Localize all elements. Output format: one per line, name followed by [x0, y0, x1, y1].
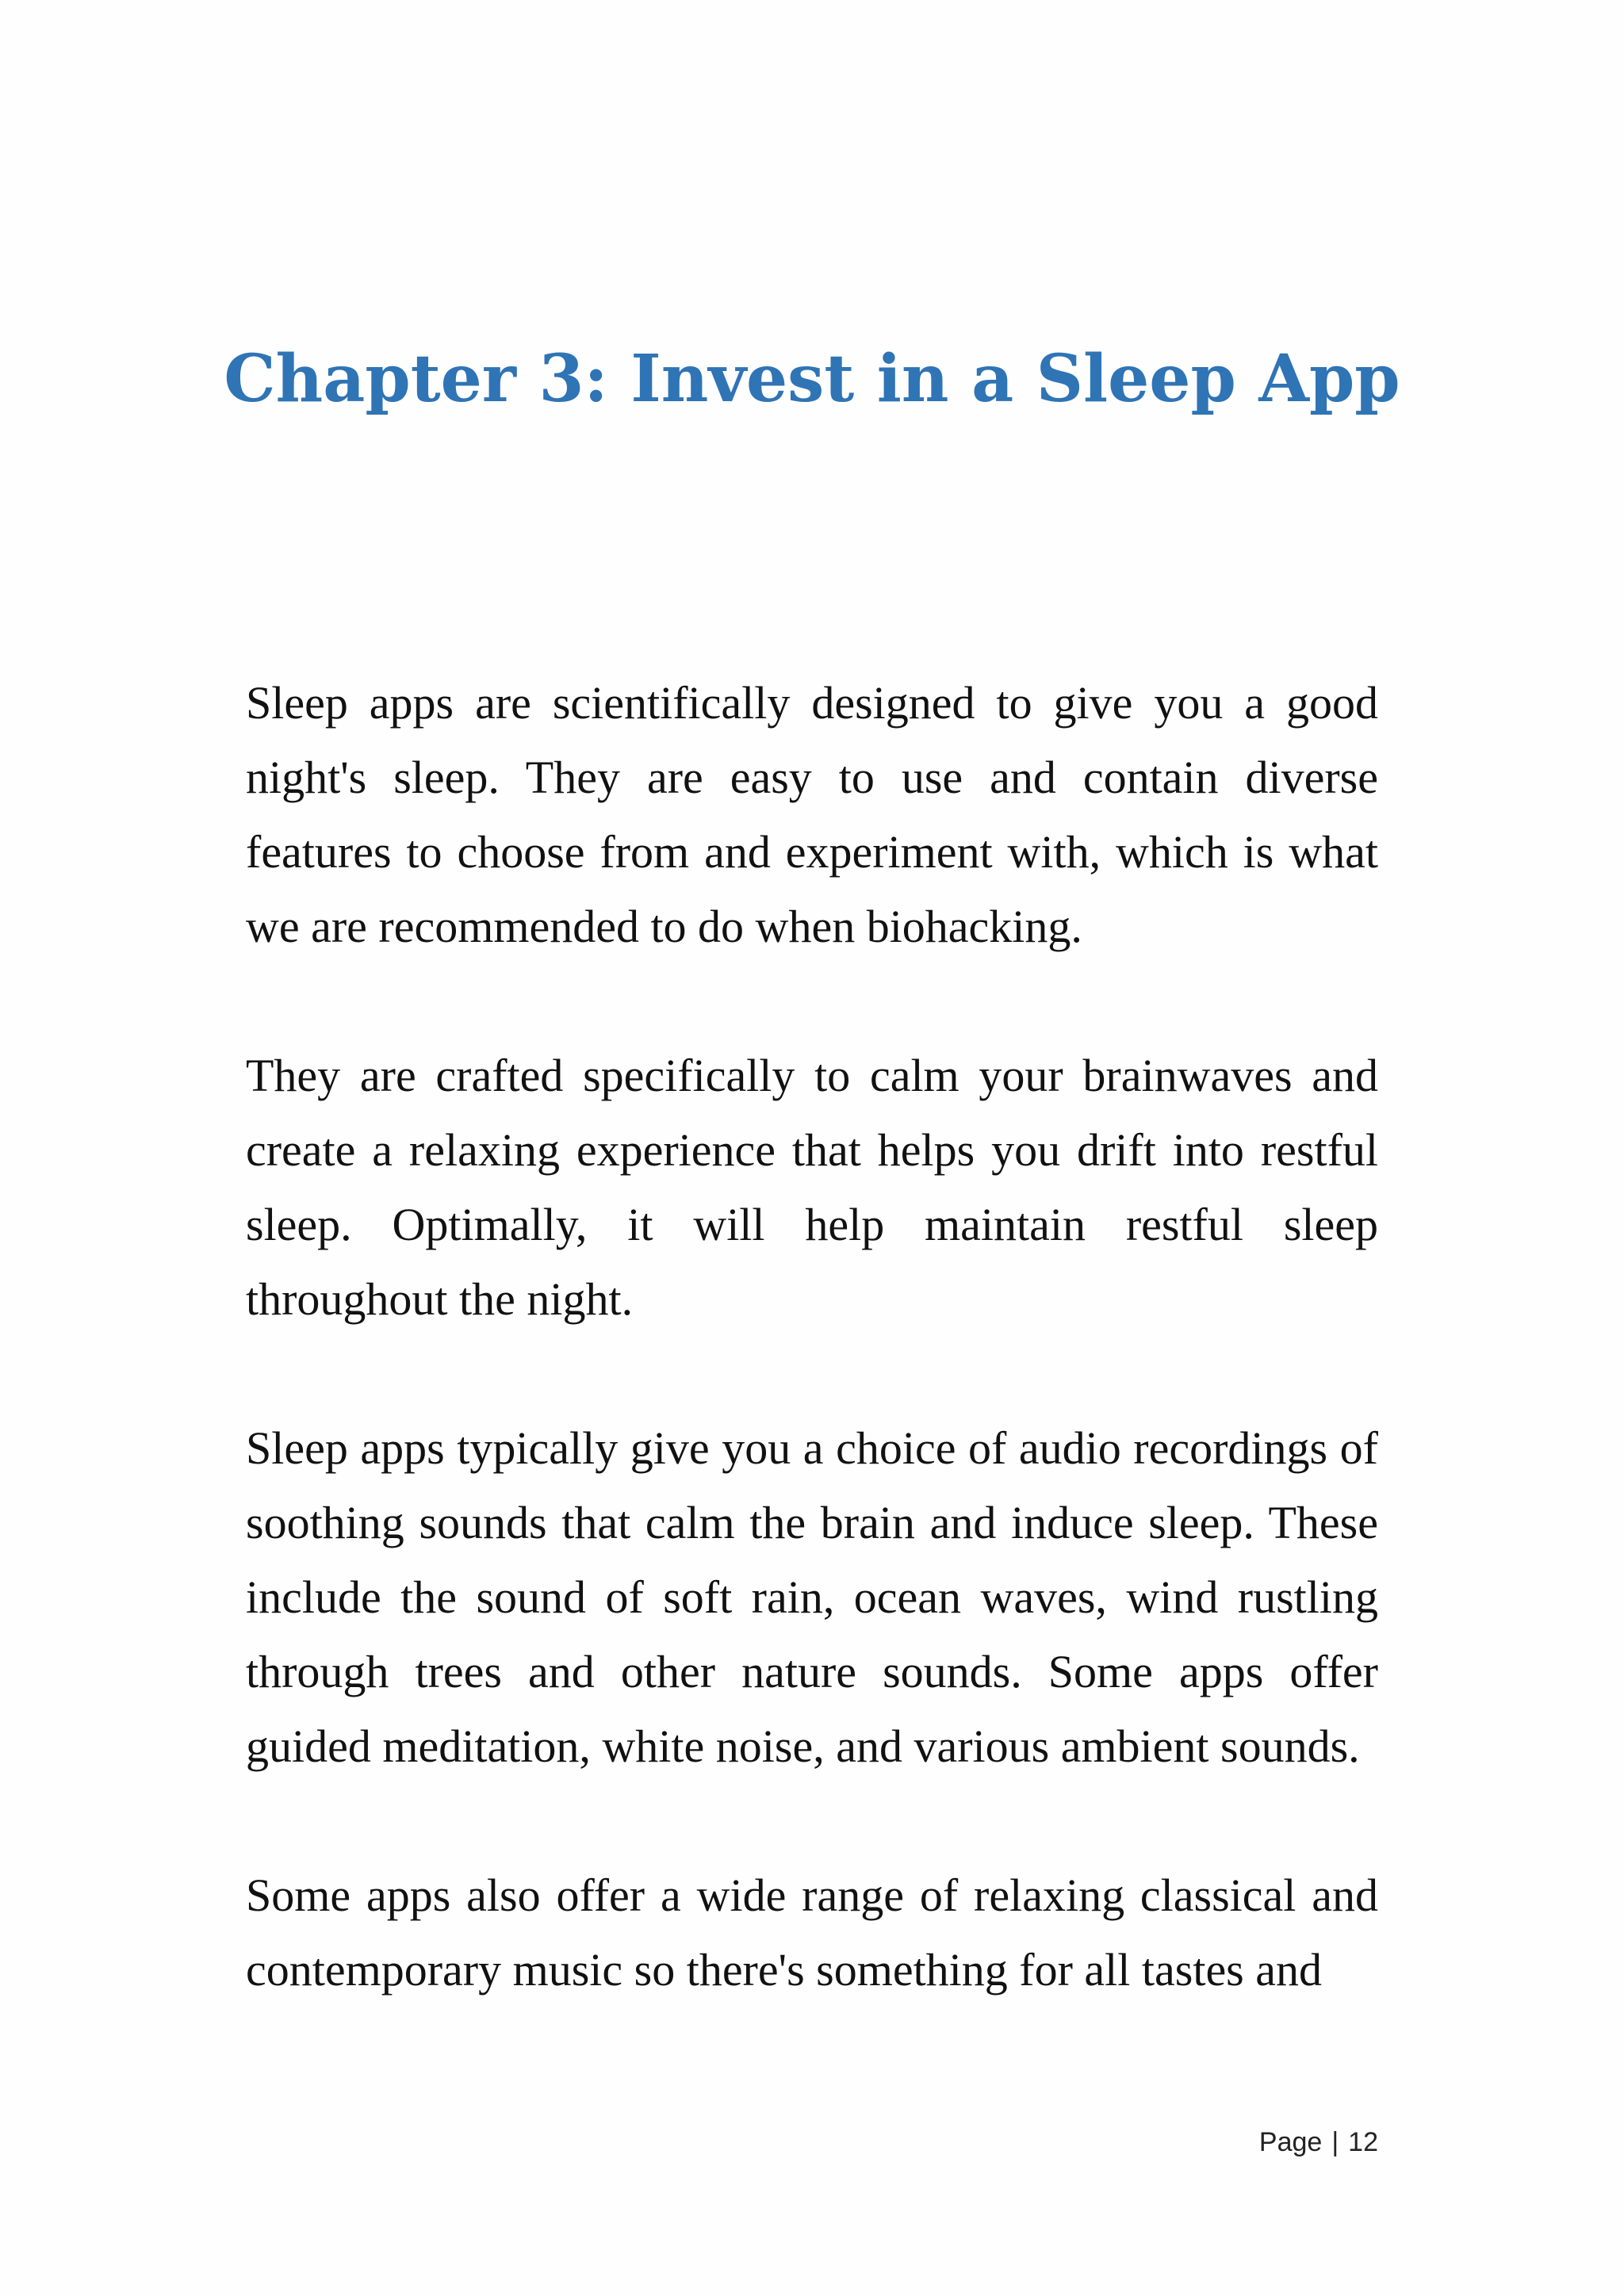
page-footer	[1259, 2125, 1378, 2160]
paragraph: They are crafted specifically to calm your brainwaves and create a relaxing experience that helps you drift into restful sleep. Optimally, it will help maintain restful sleep throughout the night.	[246, 1050, 1378, 1325]
paragraph: Some apps also offer a wide range of relaxing classical and contemporary music so there's something for all tastes and	[246, 1869, 1378, 1996]
body-text	[246, 666, 1378, 2082]
paragraph: Sleep apps typically give you a choice of audio recordings of soothing sounds that calm the brain and induce sleep. These include the sound of soft rain, ocean waves, wind rustling through trees and other nature sounds. Some apps offer guided meditation, white noise, and various ambient sounds.	[246, 1422, 1378, 1772]
page-number: 12	[1348, 2127, 1378, 2157]
chapter-title: Chapter 3: Invest in a Sleep App	[224, 341, 1400, 417]
page-separator: |	[1331, 2127, 1339, 2157]
paragraph: Sleep apps are scientifically designed to give you a good night's sleep. They are easy to use and contain diverse features to choose from and experiment with, which is what we are recommended to do when biohacking.	[246, 677, 1378, 952]
page-label: Page	[1258, 2127, 1323, 2157]
